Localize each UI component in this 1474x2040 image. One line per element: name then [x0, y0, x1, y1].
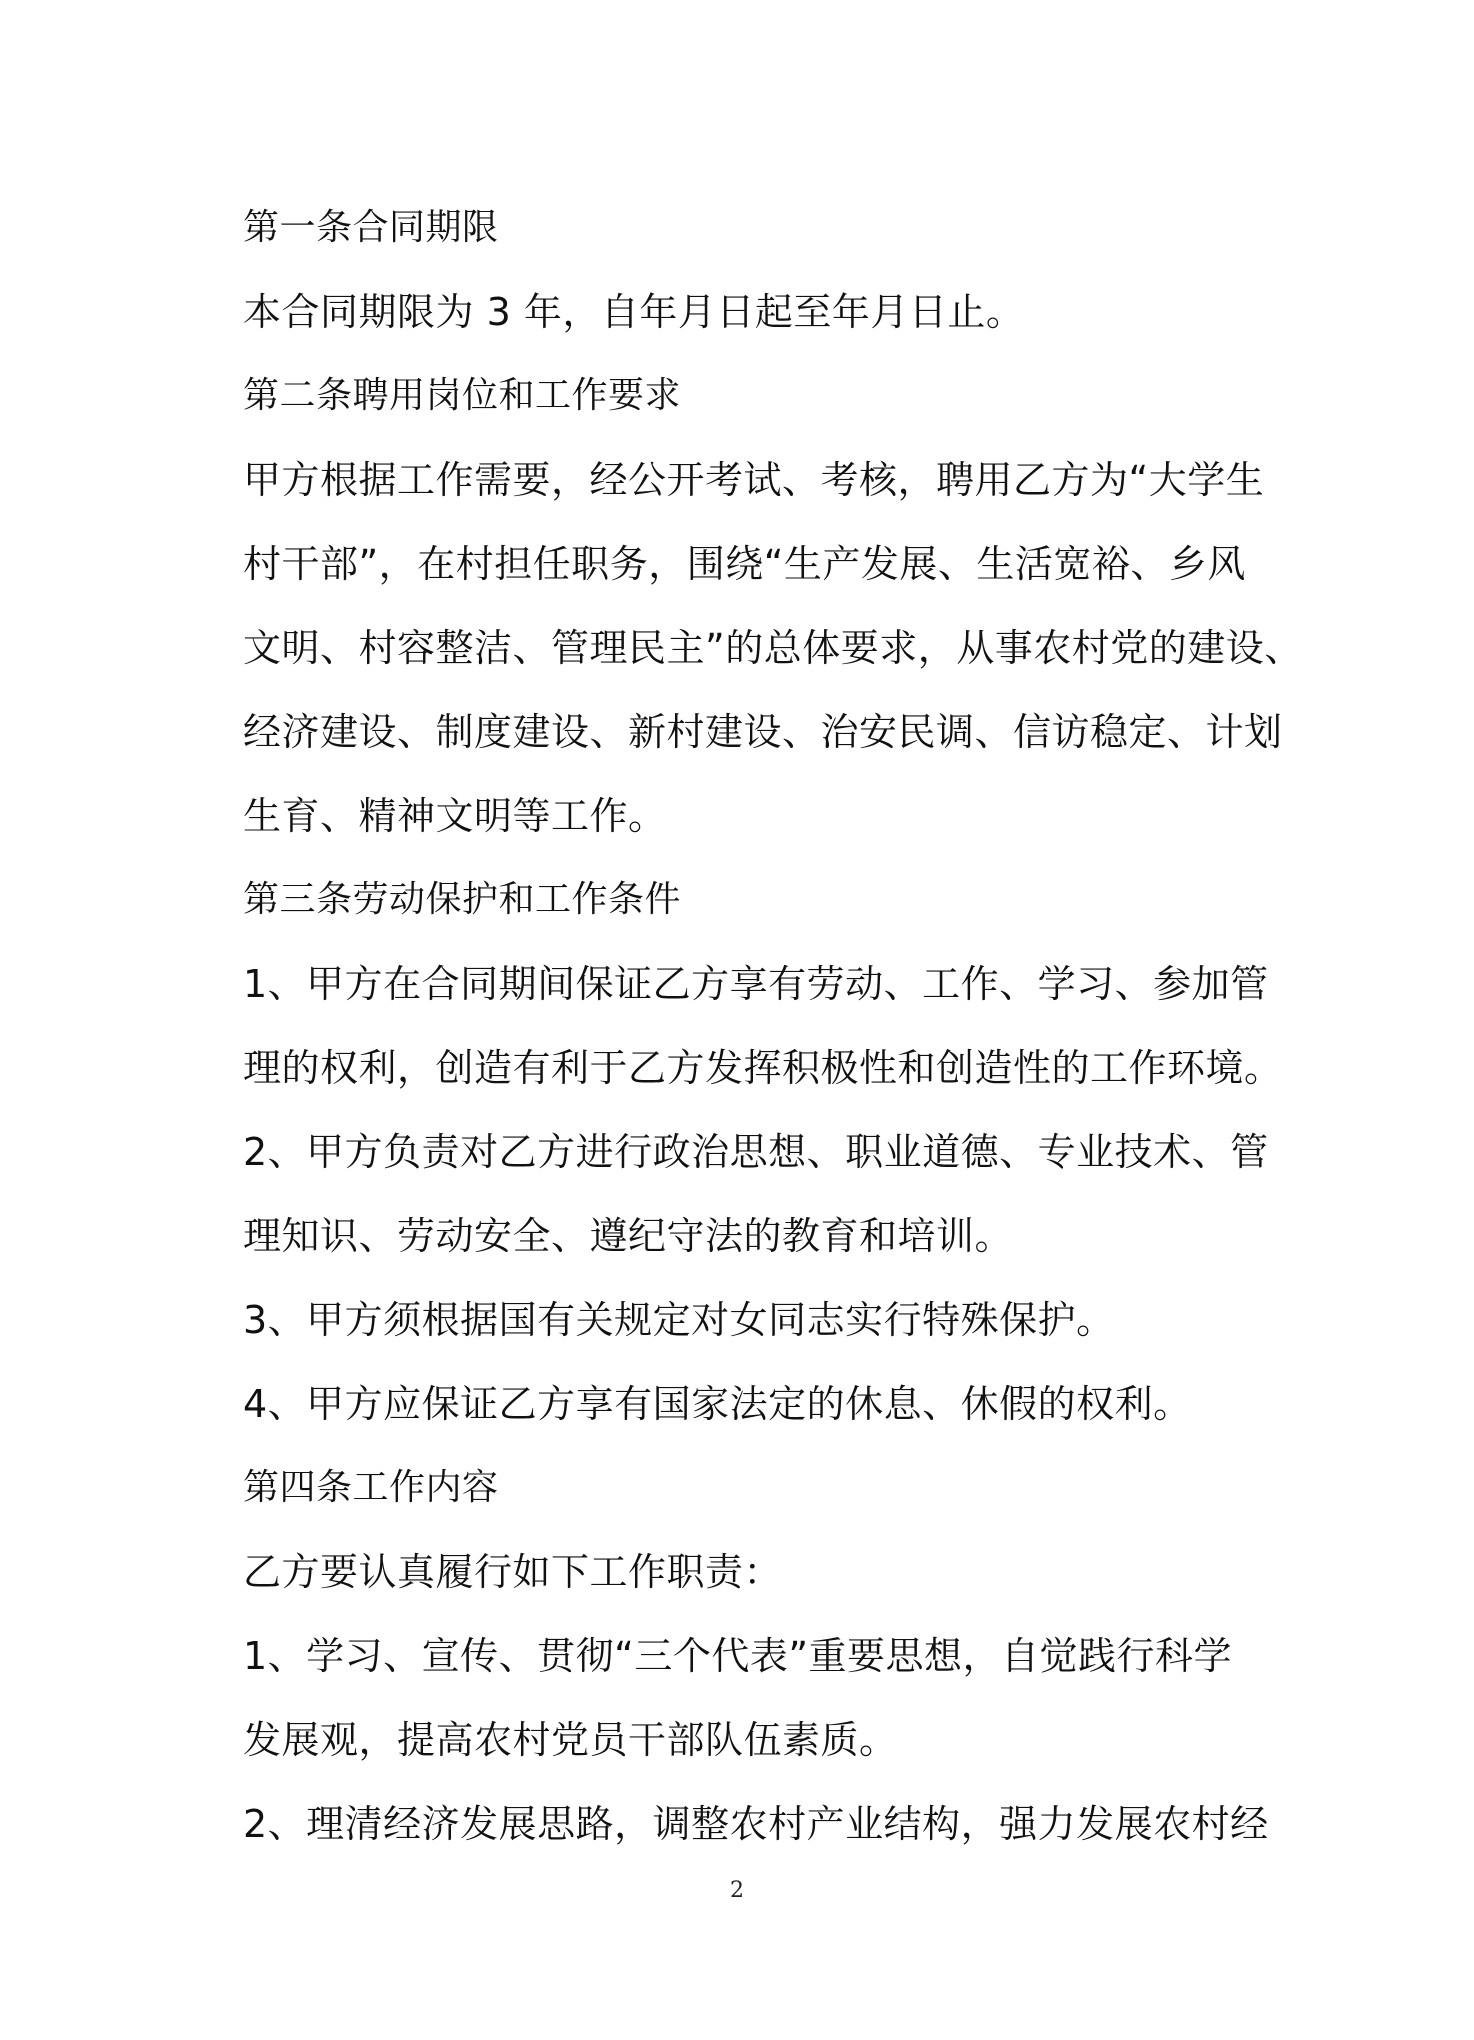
article-1-heading: 第一条合同期限: [243, 207, 499, 248]
article-3-item-3: 3、甲方须根据国有关规定对女同志实行特殊保护。: [243, 1298, 1115, 1342]
article-3-item-1-line-2: 理的权利，创造有利于乙方发挥积极性和创造性的工作环境。: [243, 1046, 1283, 1090]
article-2-text-line-5: 生育、精神文明等工作。: [243, 794, 667, 838]
article-2-text-line-4: 经济建设、制度建设、新村建设、治安民调、信访稳定、计划: [243, 710, 1283, 754]
article-3-item-4: 4、甲方应保证乙方享有国家法定的休息、休假的权利。: [243, 1382, 1192, 1426]
article-2-text-line-2: 村干部”，在村担任职务，围绕“生产发展、生活宽裕、乡风: [243, 542, 1246, 586]
article-2-text-line-3: 文明、村容整洁、管理民主”的总体要求，从事农村党的建设、: [243, 626, 1303, 670]
article-3-heading: 第三条劳动保护和工作条件: [243, 879, 682, 920]
article-3-item-2-line-1: 2、甲方负责对乙方进行政治思想、职业道德、专业技术、管: [243, 1130, 1269, 1174]
article-1-text: 本合同期限为 3 年，自年月日起至年月日止。: [243, 290, 1025, 334]
article-3-item-1-line-1: 1、甲方在合同期间保证乙方享有劳动、工作、学习、参加管: [243, 962, 1269, 1006]
page-number: 2: [730, 1878, 744, 1903]
article-2-text-line-1: 甲方根据工作需要，经公开考试、考核，聘用乙方为“大学生: [243, 458, 1265, 502]
article-4-item-1-line-2: 发展观，提高农村党员干部队伍素质。: [243, 1718, 898, 1762]
article-3-item-2-line-2: 理知识、劳动安全、遵纪守法的教育和培训。: [243, 1214, 1014, 1258]
article-4-item-2-line-1: 2、理清经济发展思路，调整农村产业结构，强力发展农村经: [243, 1802, 1269, 1846]
document-body: [243, 186, 1303, 1866]
article-2-heading: 第二条聘用岗位和工作要求: [243, 375, 682, 416]
article-4-item-1-line-1: 1、学习、宣传、贯彻“三个代表”重要思想，自觉践行科学: [243, 1634, 1233, 1678]
article-4-intro: 乙方要认真履行如下工作职责：: [243, 1550, 783, 1594]
article-4-heading: 第四条工作内容: [243, 1467, 499, 1508]
